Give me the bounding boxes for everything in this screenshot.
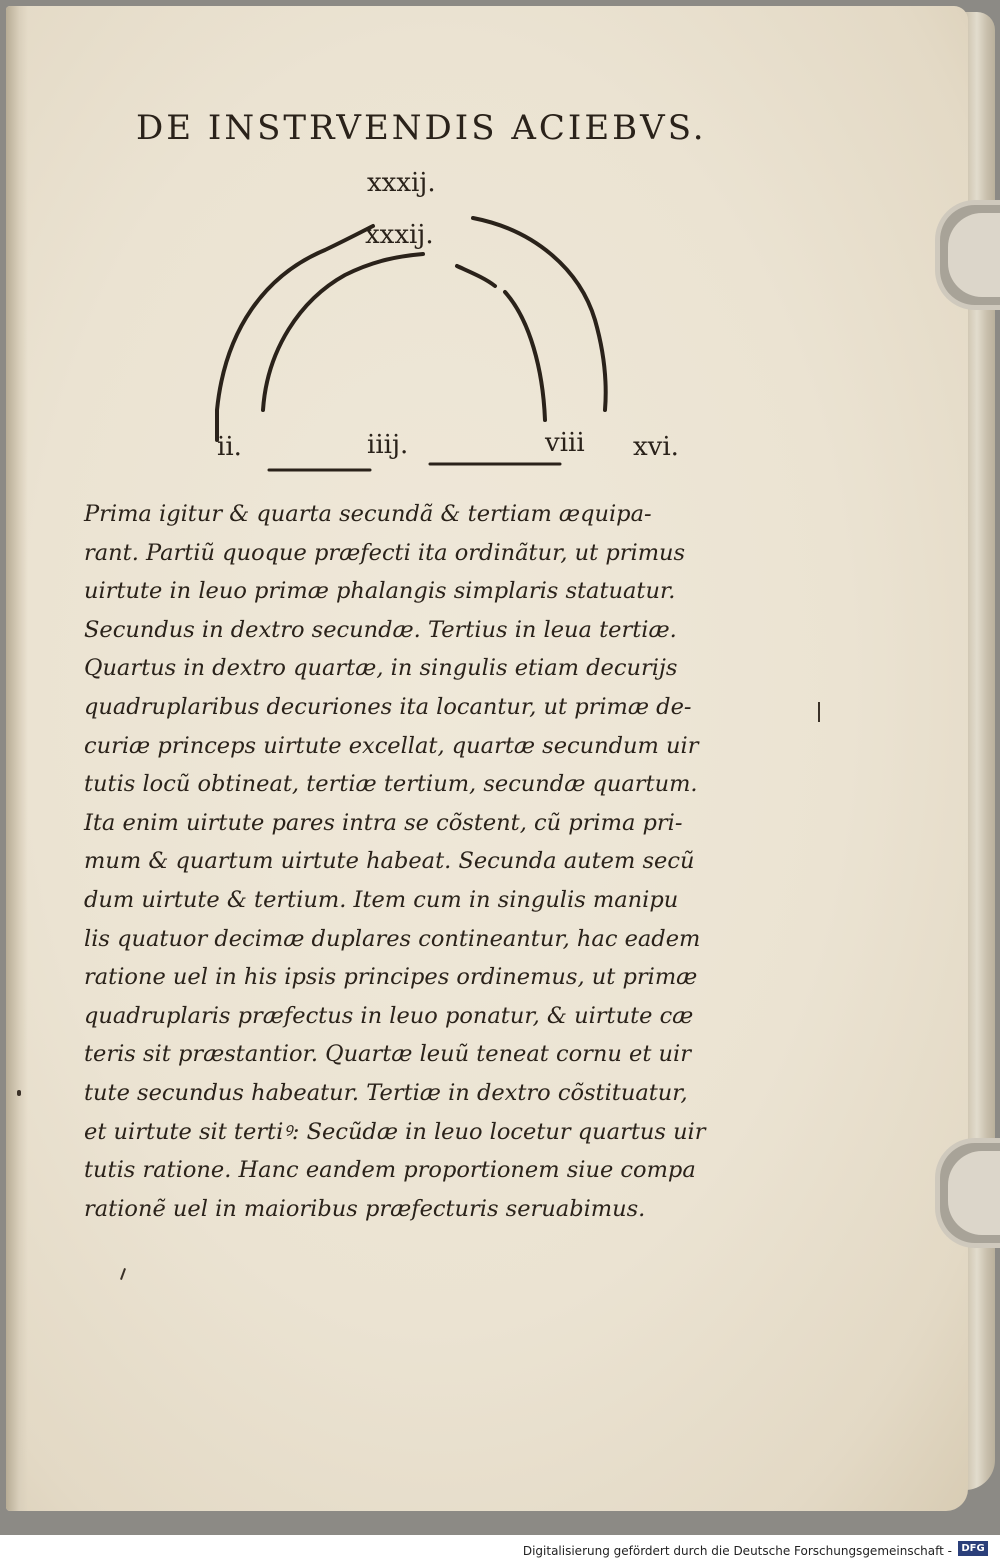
text-line: mum & quartum uirtute habeat. Secunda autem secũ <box>84 848 695 875</box>
label-bottom-3: viii <box>545 428 585 458</box>
text-line: Quartus in dextro quartæ, in singulis etiam decurijs <box>84 655 678 682</box>
label-top-outer: xxxij. <box>367 168 436 198</box>
label-bottom-2: iiij. <box>367 430 409 460</box>
text-line: curiæ princeps uirtute excellat, quartæ secundum uir <box>84 732 699 759</box>
footer-bar <box>0 1535 1000 1563</box>
text-line: tutis ratione. Hanc eandem proportionem siue compa <box>84 1157 696 1184</box>
text-line: tute secundus habeatur. Tertiæ in dextro cõstituatur, <box>84 1079 688 1106</box>
text-line: lis quatuor decimæ duplares contineantur, hac eadem <box>84 925 701 952</box>
dfg-logo[interactable]: DFG <box>958 1541 988 1556</box>
text-line: Ita enim uirtute pares intra se cõstent, cũ prima pri- <box>84 809 683 836</box>
inner-arc-right <box>505 292 545 420</box>
text-line: dum uirtute & tertium. Item cum in singulis manipu <box>84 886 679 913</box>
text-line: quadruplaris præfectus in leuo ponatur, & uirtute cæ <box>84 1002 694 1029</box>
outer-arc-left <box>217 226 373 440</box>
text-line: Secundus in dextro secundæ. Tertius in leua tertiæ. <box>84 616 677 643</box>
label-bottom-4: xvi. <box>633 432 679 462</box>
text-line: uirtute in leuo primæ phalangis simplaris statuatur. <box>84 578 676 605</box>
text-line: rant. Partiũ quoque præfecti ita ordinãtur, ut primus <box>84 539 686 566</box>
body-paragraph <box>84 495 764 1228</box>
label-bottom-1: ii. <box>217 432 242 462</box>
clasp-bottom <box>935 1138 1000 1248</box>
footer-credit: Digitalisierung gefördert durch die Deutsche Forschungsgemeinschaft - <box>522 1544 952 1558</box>
page-gutter <box>6 6 28 1511</box>
text-line: et uirtute sit tertiꝰ: Secũdæ in leuo locetur quartus uir <box>84 1118 706 1145</box>
ink-mark <box>818 702 820 722</box>
text-line: quadruplaribus decuriones ita locantur, ut primæ de- <box>84 693 692 720</box>
inner-arc-left <box>263 254 423 410</box>
label-top-inner: xxxij. <box>365 220 434 250</box>
text-line: ratione uel in his ipsis principes ordinemus, ut primæ <box>84 964 698 991</box>
running-title: DE INSTRVENDIS ACIEBVS. <box>136 108 707 148</box>
text-line: rationẽ uel in maioribus præfecturis seruabimus. <box>84 1195 646 1222</box>
text-line: tutis locũ obtineat, tertiæ tertium, secundæ quartum. <box>84 771 698 798</box>
battle-formation-diagram <box>195 160 735 490</box>
inner-arc-mid <box>457 266 495 286</box>
text-line: Prima igitur & quarta secundã & tertiam æquipa- <box>84 501 652 527</box>
text-line: teris sit præstantior. Quartæ leuũ teneat cornu et uir <box>84 1041 691 1068</box>
ink-speck <box>17 1090 21 1096</box>
clasp-top <box>935 200 1000 310</box>
